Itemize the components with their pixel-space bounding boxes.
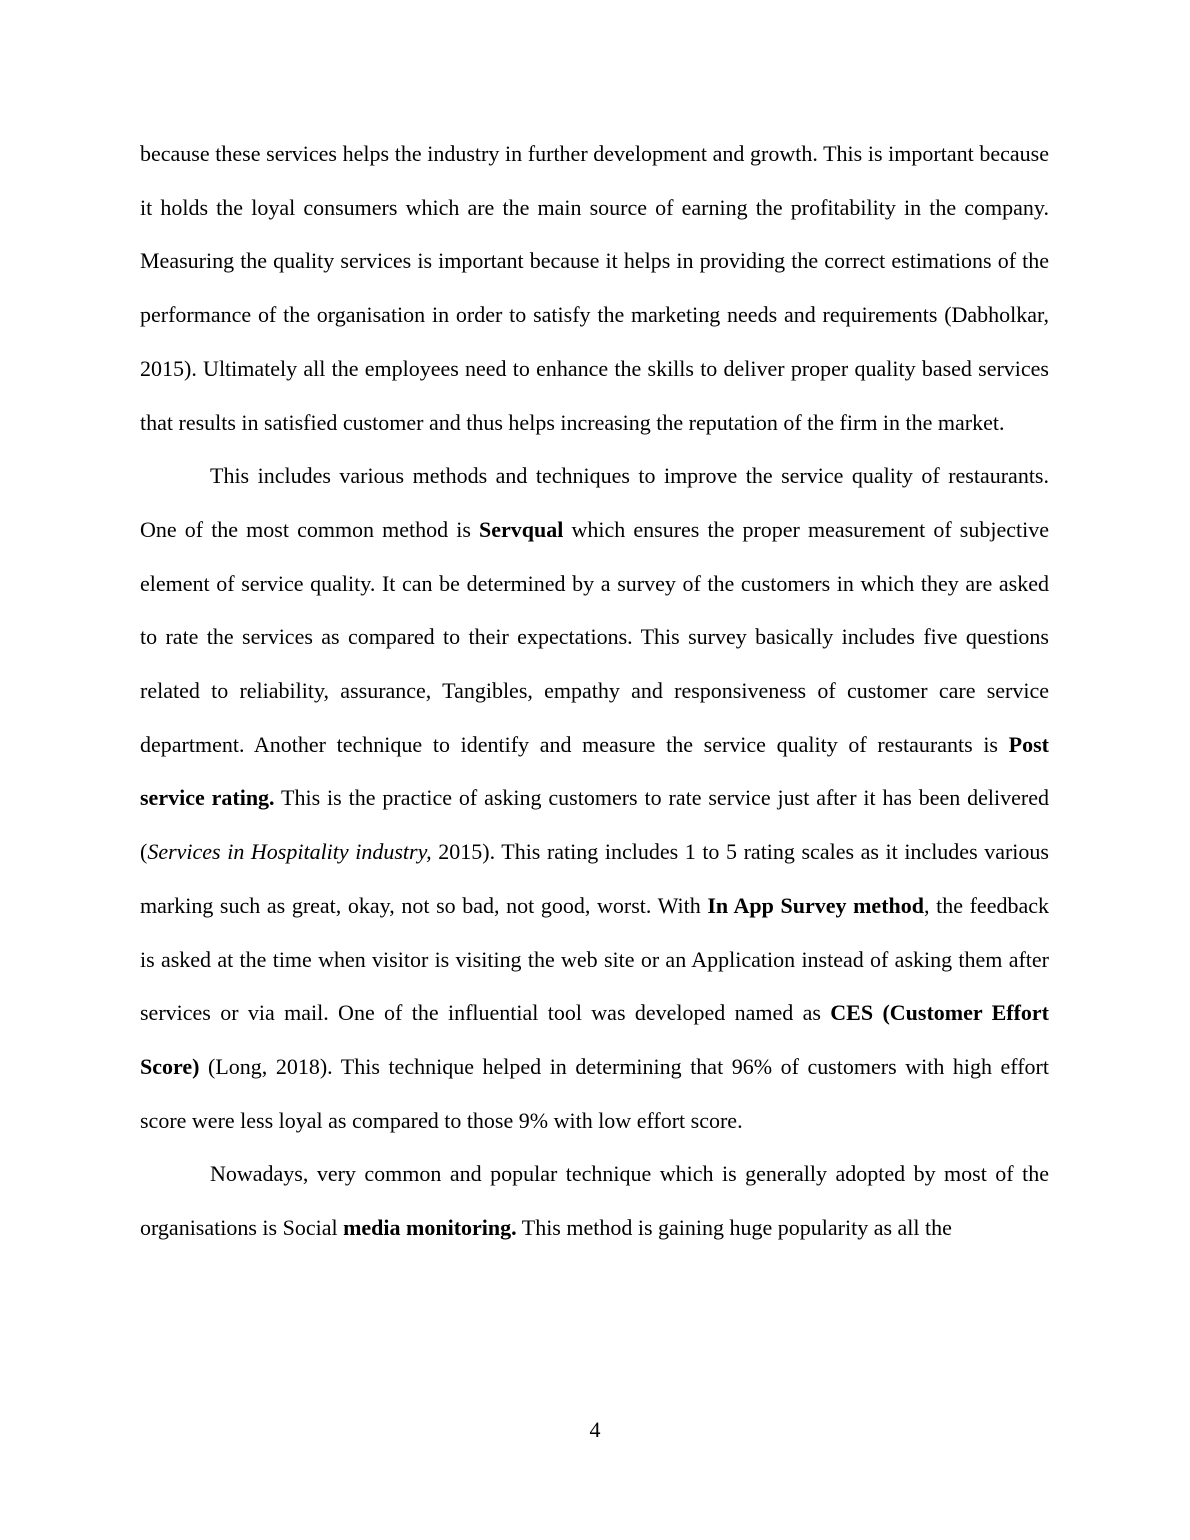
- paragraph-3-text: Nowadays, very common and popular technique which is generally adopted by most of the organisations is Social: [140, 1161, 1049, 1241]
- paragraph-2-text: , the feedback is asked at the time when visitor is visiting the web site or an Application instead of asking them after services or via mail. One of the influential tool was developed named as: [140, 892, 1049, 1026]
- paragraph-2-text: 2015). This rating includes 1 to 5 rating scales as it includes various marking such as great, okay, not so bad, not good, worst. With: [140, 839, 1049, 918]
- paragraph-2-text: This is the practice of asking customers to rate service just after it has been delivered (: [140, 785, 1049, 865]
- term-post-service-rating: Post service rating.: [140, 731, 1049, 811]
- paragraph-1: [140, 127, 1049, 449]
- citation-title: Services in Hospitality industry,: [147, 839, 432, 865]
- term-media-monitoring: media monitoring.: [343, 1215, 517, 1241]
- paragraph-2-text: which ensures the proper measurement of subjective element of service quality. It can be determined by a survey of the customers in which they are asked to rate the services as compared to their expectations. This survey basically includes five questions related to reliability, assurance, Tangibles, empathy and responsiveness of customer care service department. Another technique to identify and measure the service quality of restaurants is: [140, 516, 1049, 757]
- term-servqual: Servqual: [479, 516, 564, 542]
- paragraph-2-text: This includes various methods and techniques to improve the service quality of restaurants. One of the most common method is: [140, 463, 1049, 542]
- body-text: [140, 127, 1049, 1255]
- paragraph-3-text: This method is gaining huge popularity as all the: [516, 1215, 952, 1241]
- term-in-app-survey: In App Survey method: [707, 892, 924, 918]
- paragraph-1-text: because these services helps the industry in further development and growth. This is important because it holds the loyal consumers which are the main source of earning the profitability in the company. Measuring the quality services is important because it helps in providing the correct estimations of the performance of the organisation in order to satisfy the marketing needs and requirements (Dabholkar, 2015). Ultimately all the employees need to enhance the skills to deliver proper quality based services that results in satisfied customer and thus helps increasing the reputation of the firm in the market.: [140, 141, 1049, 435]
- term-ces: CES (Customer Effort Score): [140, 1000, 1050, 1079]
- paragraph-3: [140, 1147, 1049, 1254]
- paragraph-2: [140, 449, 1049, 1147]
- paragraph-2-text: (Long, 2018). This technique helped in determining that 96% of customers with high effort score were less loyal as compared to those 9% with low effort score.: [140, 1053, 1049, 1133]
- page-number: 4: [589, 1417, 601, 1442]
